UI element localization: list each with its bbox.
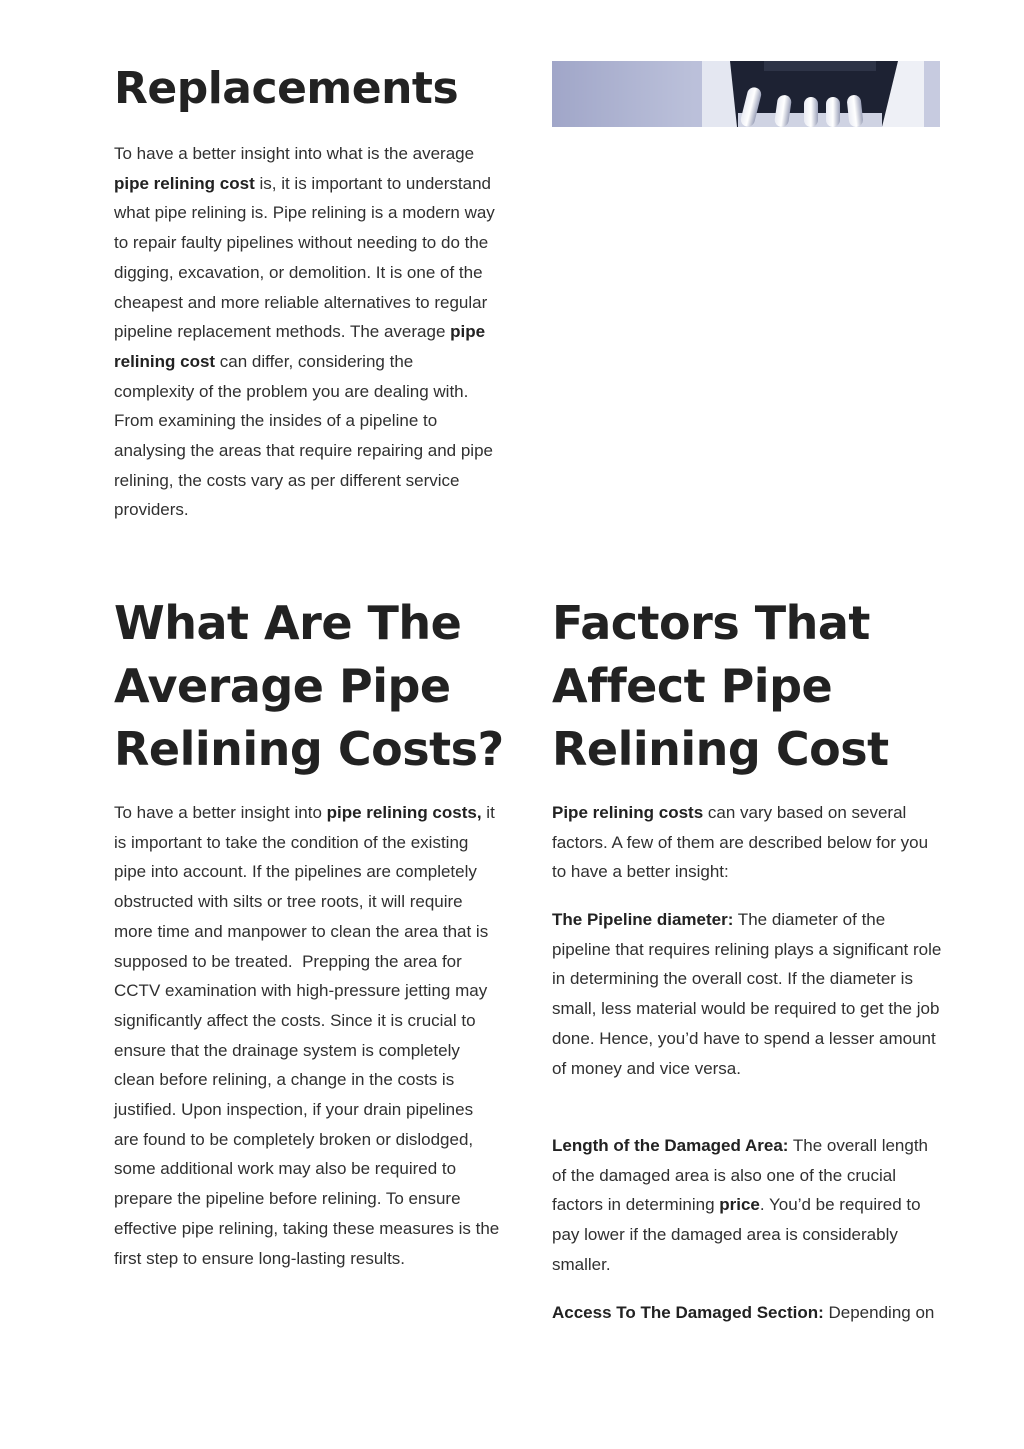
text-run: The diameter of the pipeline that requires relining plays a significant role in determining the overall cost. If the diameter is small, less material would be required to get the job done. Hence, you’d have to spend a lesser amount of money and vice versa.	[552, 910, 942, 1078]
bold-text-run: Access To The Damaged Section:	[552, 1303, 824, 1322]
bold-text-run: Pipe relining costs	[552, 803, 704, 822]
text-run: it is important to take the condition of the existing pipe into account. If the pipelines are completely obstructed with silts or tree roots, it will require more time and manpower to clean the area that is supposed to be treated. Prepping the area for CCTV examination with high-pressure jetting may significantly affect the costs. Since it is crucial to ensure that the drainage system is completely clean before relining, a change in the costs is justified. Upon inspection, if your drain pipelines are found to be completely broken or dislodged, some additional work may also be required to prepare the pipeline before relining. To ensure effective pipe relining, taking these measures is the first step to ensure long-lasting results.	[114, 803, 500, 1268]
factors-intro-paragraph	[552, 798, 942, 887]
factor-damaged-length	[552, 1131, 944, 1280]
factor-damaged-access	[552, 1298, 950, 1328]
section-heading-average-costs: What Are The Average Pipe Relining Costs?	[114, 596, 504, 776]
bold-text-run: Length of the Damaged Area:	[552, 1136, 789, 1155]
average-costs-paragraph	[114, 798, 500, 1273]
bold-text-run: pipe relining cost	[114, 173, 255, 193]
bold-text-run: The Pipeline diameter:	[552, 910, 734, 929]
pipes-photo	[552, 61, 940, 127]
text-run: is, it is important to understand what pipe relining is. Pipe relining is a modern way to repair faulty pipelines without needing to do the digging, excavation, or demolition. It is one of the cheapest and more reliable alternatives to regular pipeline replacement methods. The average	[114, 173, 495, 342]
text-run: can differ, considering the complexity of the problem you are dealing with. From examining the insides of a pipeline to analysing the areas that require repairing and pipe relining, the costs vary as per different service providers.	[114, 351, 493, 520]
section-heading-replacements: Replacements	[114, 63, 459, 114]
text-run: can vary based on several factors. A few of them are described below for you to have a better insight:	[552, 803, 929, 882]
text-run: To have a better insight into	[114, 803, 327, 822]
text-run: Depending on	[823, 1303, 935, 1322]
bold-text-run: pipe relining costs,	[326, 803, 482, 822]
bold-text-run: pipe relining cost	[114, 322, 486, 371]
text-run: To have a better insight into what is the average	[114, 144, 475, 163]
text-run: . You’d be required to pay lower if the damaged area is considerably smaller.	[552, 1195, 921, 1274]
text-run: The overall length of the damaged area is also one of the crucial factors in determining	[552, 1136, 929, 1215]
bold-text-run: price	[719, 1195, 760, 1215]
factor-pipeline-diameter	[552, 905, 942, 1083]
replacements-paragraph	[114, 139, 498, 525]
section-heading-factors: Factors That Affect Pipe Relining Cost	[552, 596, 889, 776]
pipes-photo-graphic	[552, 61, 940, 127]
